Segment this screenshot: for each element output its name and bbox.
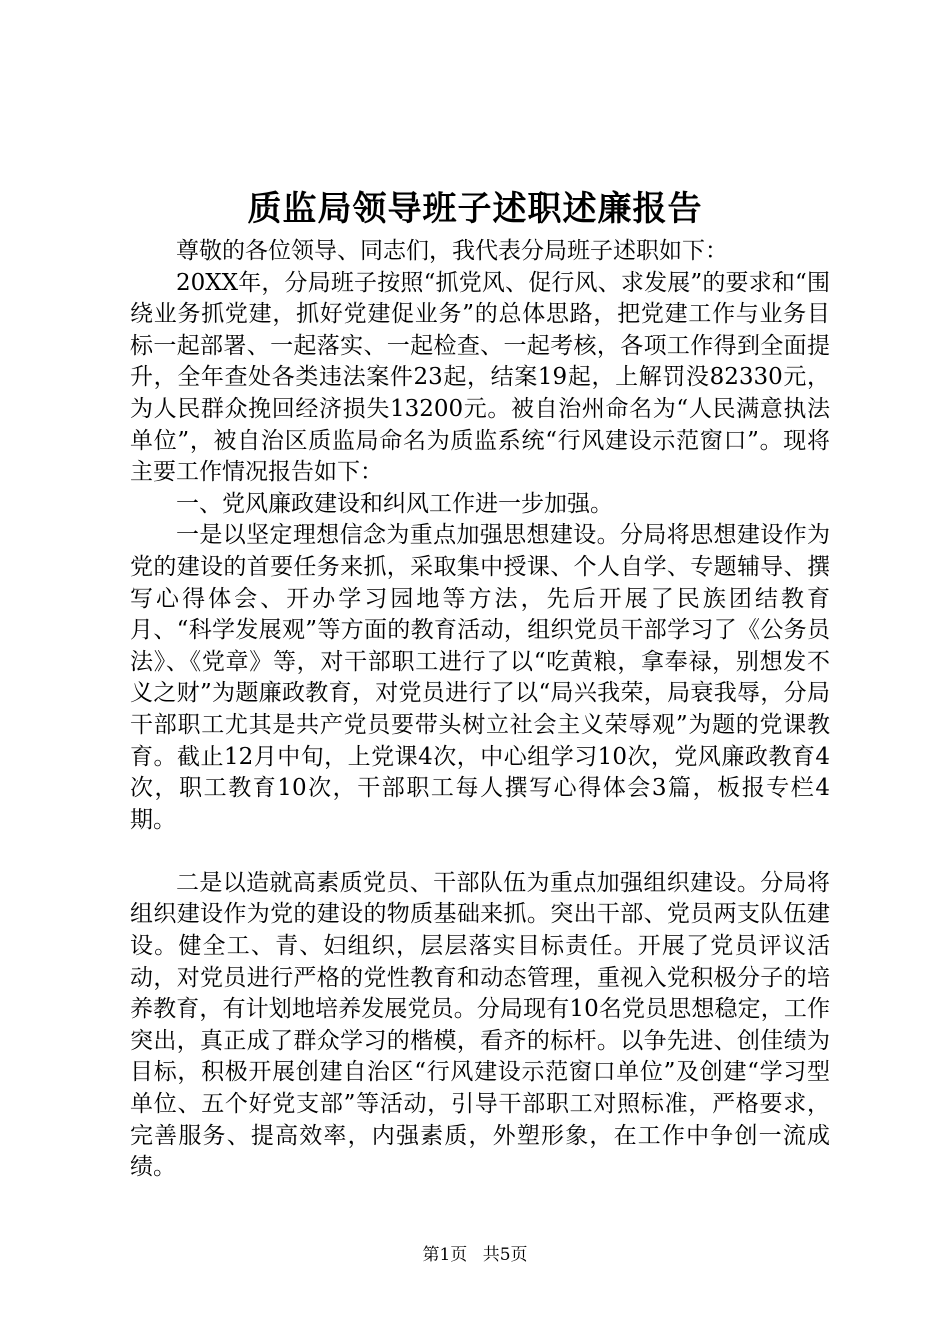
document-body <box>130 236 830 1184</box>
page-footer <box>0 1243 950 1267</box>
page-total: 共5页 <box>482 1245 528 1265</box>
paragraph-greeting: 尊敬的各位领导、同志们，我代表分局班子述职如下： <box>176 238 728 264</box>
paragraph-ideology: 一是以坚定理想信念为重点加强思想建设。分局将思想建设作为党的建设的首要任务来抓，采取集中授课、个人自学、专题辅导、撰写心得体会、开办学习园地等方法，先后开展了民族团结教育月、“科学发展观”等方面的教育活动，组织党员干部学习了《公务员法》、《党章》等，对干部职工进行了以“吃黄粮，拿奉禄，别想发不义之财”为题廉政教育，对党员进行了以“局兴我荣，局衰我辱，分局干部职工尤其是共产党员要带头树立社会主义荣辱观”为题的党课教育。截止12月中旬，上党课4次，中心组学习10次，党风廉政教育4次，职工教育10次，干部职工每人撰写心得体会3篇，板报专栏4期。 <box>130 522 830 833</box>
document-title: 质监局领导班子述职述廉报告 <box>247 189 703 229</box>
page-number: 第1页 <box>422 1245 468 1265</box>
paragraph-summary: 20XX年，分局班子按照“抓党风、促行风、求发展”的要求和“围绕业务抓党建，抓好党建促业务”的总体思路，把党建工作与业务目标一起部署、一起落实、一起检查、一起考核，各项工作得到全面提升，全年查处各类违法案件23起，结案19起，上解罚没82330元，为人民群众挽回经济损失13200元。被自治州命名为“人民满意执法单位”，被自治区质监局命名为质监系统“行风建设示范窗口”。现将主要工作情况报告如下： <box>130 269 830 486</box>
paragraph-section-heading: 一、党风廉政建设和纠风工作进一步加强。 <box>176 490 613 517</box>
paragraph-organization: 二是以造就高素质党员、干部队伍为重点加强组织建设。分局将组织建设作为党的建设的物质基础来抓。突出干部、党员两支队伍建设。健全工、青、妇组织，层层落实目标责任。开展了党员评议活动，对党员进行严格的党性教育和动态管理，重视入党积极分子的培养教育，有计划地培养发展党员。分局现有10名党员思想稳定，工作突出，真正成了群众学习的楷模，看齐的标杆。以争先进、创佳绩为目标，积极开展创建自治区“行风建设示范窗口单位”及创建“学习型单位、五个好党支部”等活动，引导干部职工对照标准，严格要求，完善服务、提高效率，内强素质，外塑形象，在工作中争创一流成绩。 <box>130 869 830 1181</box>
